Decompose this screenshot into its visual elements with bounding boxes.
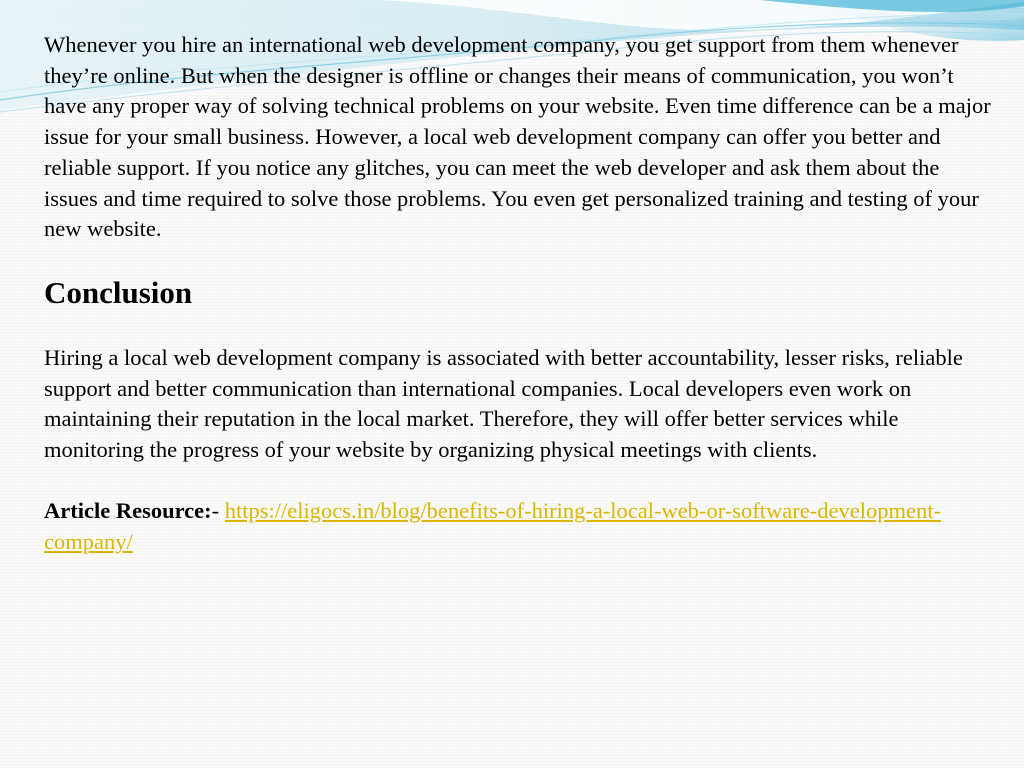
conclusion-paragraph: Hiring a local web development company is associated with better accountability, lesser risks, reliable support and better communication than international companies. Local developers even work on maintaining their reputation in the local market. Therefore, they will offer better services while monitoring the progress of your website by organizing physical meetings with clients.: [44, 344, 963, 463]
conclusion-heading: Conclusion: [44, 274, 193, 310]
slide-content: [44, 30, 994, 558]
article-resource-separator: -: [211, 498, 225, 524]
article-resource-label: Article Resource:: [44, 498, 212, 524]
article-resource: [44, 496, 994, 557]
article-resource-link[interactable]: https://eligocs.in/blog/benefits-of-hiring-a-local-web-or-software-development-company/: [44, 498, 941, 555]
intro-paragraph: Whenever you hire an international web development company, you get support from them whenever they’re online. But when the designer is offline or changes their means of communication, you won’t have any proper way of solving technical problems on your website. Even time difference can be a major issue for your small business. However, a local web development company can offer you better and reliable support. If you notice any glitches, you can meet the web developer and ask them about the issues and time required to solve those problems. You even get personalized training and testing of your new website.: [44, 32, 991, 242]
